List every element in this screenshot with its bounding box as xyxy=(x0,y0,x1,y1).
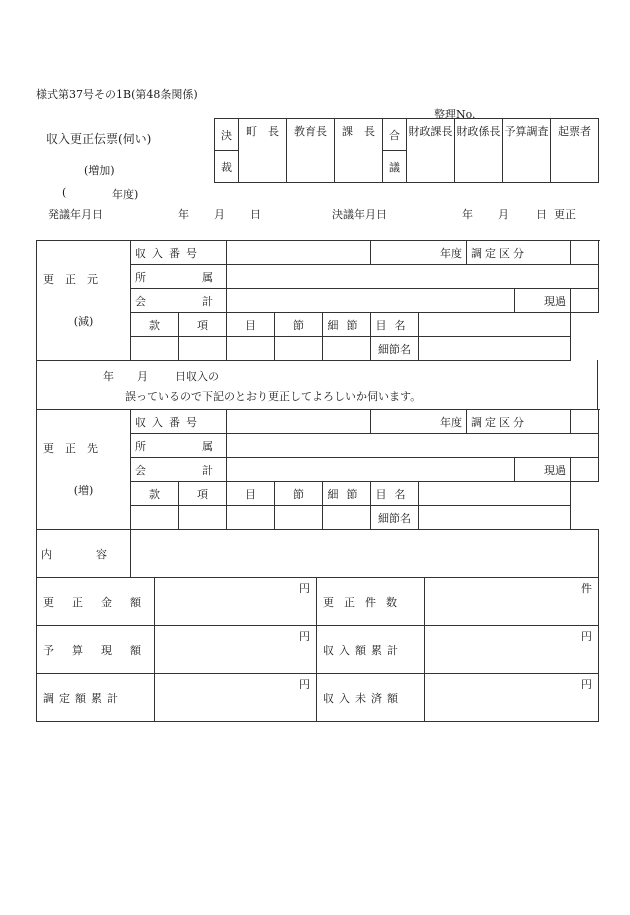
fiscal-year-open: ( xyxy=(62,186,67,199)
seiri-number-label: 整理No. xyxy=(434,108,476,121)
from-saisetsu-value[interactable] xyxy=(323,337,371,361)
from-chotei-kubun-value[interactable] xyxy=(571,241,599,265)
chotei-ruikei-value[interactable] xyxy=(155,674,317,722)
from-kan-value[interactable] xyxy=(131,337,179,361)
to-chotei-kubun-value[interactable] xyxy=(571,410,599,434)
hatsugi-month: 月 xyxy=(214,208,225,221)
to-shunyu-bango-value[interactable] xyxy=(227,410,371,434)
approval-table xyxy=(214,118,599,183)
from-setsu-value[interactable] xyxy=(275,337,323,361)
kosei-label: 更正 xyxy=(554,208,576,221)
ken-unit: 件 xyxy=(581,582,592,595)
from-moku-label: 目 xyxy=(227,313,275,337)
naiyo-value[interactable] xyxy=(131,530,599,578)
section-from-label-cell xyxy=(37,241,131,361)
to-kan-value[interactable] xyxy=(131,506,179,530)
page-subtitle: (増加) xyxy=(84,164,115,177)
from-ko-value[interactable] xyxy=(179,337,227,361)
to-saisetsumei-value[interactable] xyxy=(419,506,571,530)
to-mokumei-value[interactable] xyxy=(419,482,571,506)
kessai-2: 裁 xyxy=(215,151,239,183)
approval-zaisei-kakaricho: 財政係長 xyxy=(455,119,503,183)
yosan-gengaku-value[interactable] xyxy=(155,626,317,674)
from-shunyu-bango-value[interactable] xyxy=(227,241,371,265)
from-kan-label: 款 xyxy=(131,313,179,337)
to-setsu-value[interactable] xyxy=(275,506,323,530)
ketsugi-day: 日 xyxy=(536,208,547,221)
yen-unit: 円 xyxy=(299,678,310,691)
to-saisetsumei-label: 細節名 xyxy=(371,506,419,530)
shunyu-misai-label: 収入未済額 xyxy=(317,674,425,722)
ketsugi-month: 月 xyxy=(498,208,509,221)
from-saisetsumei-label: 細節名 xyxy=(371,337,419,361)
yen-unit: 円 xyxy=(299,630,310,643)
to-saisetsu-label: 細節 xyxy=(323,482,371,506)
page-title: 収入更正伝票(伺い) xyxy=(46,132,152,146)
from-mokumei-label: 目名 xyxy=(371,313,419,337)
yen-unit: 円 xyxy=(581,678,592,691)
section-from-label: 更 正 元 xyxy=(43,273,98,286)
from-mokumei-value[interactable] xyxy=(419,313,571,337)
approval-kyoikucho: 教育長 xyxy=(287,119,335,183)
chotei-ruikei-label: 調定額累計 xyxy=(37,674,155,722)
from-saisetsumei-value[interactable] xyxy=(419,337,571,361)
from-kaikei-value[interactable] xyxy=(227,289,515,313)
kessai-1: 決 xyxy=(215,119,239,151)
to-chotei-kubun-label: 調定区分 xyxy=(467,410,571,434)
form-number: 様式第37号その1B(第48条関係) xyxy=(36,88,198,101)
to-genka-value[interactable] xyxy=(571,458,599,482)
to-moku-label: 目 xyxy=(227,482,275,506)
to-shunyu-bango-label: 収入番号 xyxy=(135,415,203,429)
from-shozoku-value[interactable] xyxy=(227,265,599,289)
to-mokumei-label: 目名 xyxy=(371,482,419,506)
hatsugi-date-label: 発議年月日 xyxy=(48,208,103,221)
to-moku-value[interactable] xyxy=(227,506,275,530)
statement-year: 年 xyxy=(103,370,114,383)
to-kaikei-value[interactable] xyxy=(227,458,515,482)
to-shozoku-value[interactable] xyxy=(227,434,599,458)
shunyu-ruikei-label: 収入額累計 xyxy=(317,626,425,674)
fiscal-year-label: 年度) xyxy=(112,188,139,201)
from-chotei-kubun-label: 調定区分 xyxy=(467,241,571,265)
to-kaikei-label: 会計 xyxy=(135,463,269,477)
to-setsu-label: 節 xyxy=(275,482,323,506)
yosan-gengaku-label: 予算現額 xyxy=(37,626,155,674)
section-to-label-cell xyxy=(37,410,131,530)
from-shunyu-bango-label: 収入番号 xyxy=(135,246,203,260)
approval-cho: 町 長 xyxy=(239,119,287,183)
yen-unit: 円 xyxy=(299,582,310,595)
hatsugi-year: 年 xyxy=(178,208,189,221)
from-setsu-label: 節 xyxy=(275,313,323,337)
from-ko-label: 項 xyxy=(179,313,227,337)
approval-kacho: 課 長 xyxy=(335,119,383,183)
from-shozoku-label: 所属 xyxy=(135,270,269,284)
kosei-kingaku-value[interactable] xyxy=(155,578,317,626)
section-from-table xyxy=(36,240,599,361)
to-nendo-label: 年度 xyxy=(371,410,467,434)
naiyo-table xyxy=(36,529,599,578)
approval-kihyosha: 起票者 xyxy=(551,119,599,183)
from-saisetsu-label: 細節 xyxy=(323,313,371,337)
to-saisetsu-value[interactable] xyxy=(323,506,371,530)
shunyu-ruikei-value[interactable] xyxy=(425,626,599,674)
from-nendo-label: 年度 xyxy=(371,241,467,265)
kosei-kingaku-label: 更正金額 xyxy=(37,578,155,626)
kosei-kensu-value[interactable] xyxy=(425,578,599,626)
kosei-kensu-label: 更正件数 xyxy=(317,578,425,626)
to-shozoku-label: 所属 xyxy=(135,439,269,453)
from-genka-value[interactable] xyxy=(571,289,599,313)
from-genka-label: 現過 xyxy=(515,289,571,313)
ketsugi-year: 年 xyxy=(462,208,473,221)
naiyo-label: 内 容 xyxy=(37,530,131,578)
shunyu-misai-value[interactable] xyxy=(425,674,599,722)
to-ko-label: 項 xyxy=(179,482,227,506)
aigi-2: 議 xyxy=(383,151,407,183)
from-kaikei-label: 会計 xyxy=(135,294,269,308)
statement-month: 月 xyxy=(137,370,148,383)
to-ko-value[interactable] xyxy=(179,506,227,530)
statement-box xyxy=(36,360,598,409)
yen-unit: 円 xyxy=(581,630,592,643)
section-to-table xyxy=(36,409,599,530)
totals-table xyxy=(36,577,599,722)
hatsugi-day: 日 xyxy=(250,208,261,221)
section-from-sub: (減) xyxy=(73,315,94,328)
to-kan-label: 款 xyxy=(131,482,179,506)
ketsugi-date-label: 決議年月日 xyxy=(332,208,387,221)
to-genka-label: 現過 xyxy=(515,458,571,482)
section-to-label: 更 正 先 xyxy=(43,442,98,455)
approval-yosan-chosa: 予算調査 xyxy=(503,119,551,183)
from-moku-value[interactable] xyxy=(227,337,275,361)
aigi-1: 合 xyxy=(383,119,407,151)
approval-zaisei-kacho: 財政課長 xyxy=(407,119,455,183)
section-to-sub: (増) xyxy=(73,484,94,497)
statement-text: 誤っているので下記のとおり更正してよろしいか伺います。 xyxy=(125,390,422,403)
statement-day: 日収入の xyxy=(175,370,219,383)
